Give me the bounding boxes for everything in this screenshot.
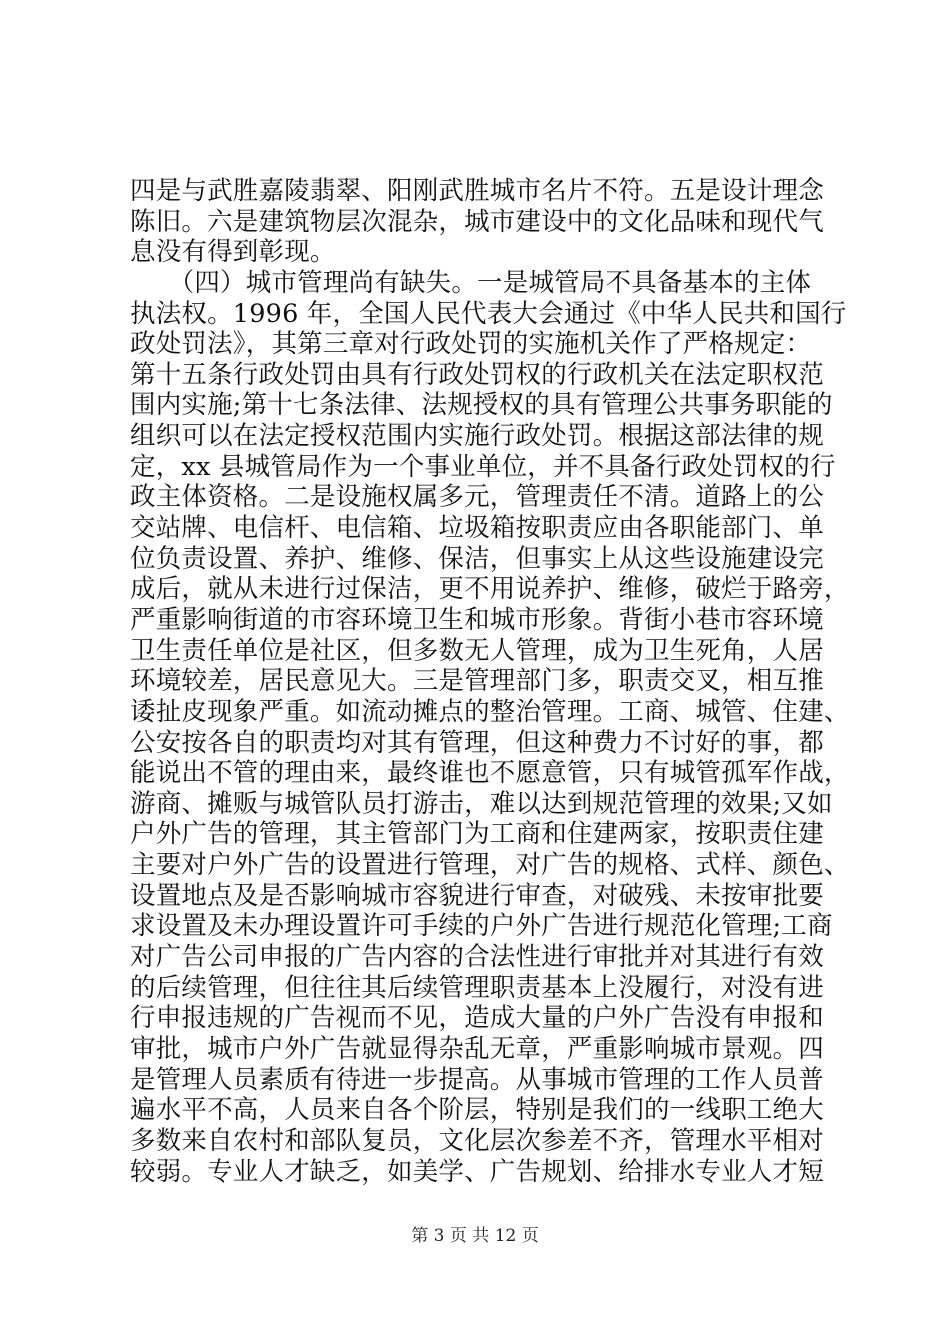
text-line: 求设置及未办理设置许可手续的户外广告进行规范化管理;工商 <box>130 911 833 942</box>
text-line: 组织可以在法定授权范围内实施行政处罚。根据这部法律的规 <box>130 421 824 452</box>
text-line: 户外广告的管理，其主管部门为工商和住建两家，按职责住建 <box>130 819 824 850</box>
text-line: 遍水平不高，人员来自各个阶层，特别是我们的一线职工绝大 <box>130 1095 824 1126</box>
text-line: 能说出不管的理由来，最终谁也不愿意管，只有城管孤军作战， <box>130 758 850 789</box>
text-line: 较弱。专业人才缺乏，如美学、广告规划、给排水专业人才短 <box>130 1156 824 1187</box>
text-line: 成后，就从未进行过保洁，更不用说养护、维修，破烂于路旁， <box>130 574 850 605</box>
text-line: 公安按各自的职责均对其有管理，但这种费力不讨好的事，都 <box>130 727 824 758</box>
text-line: 诿扯皮现象严重。如流动摊点的整治管理。工商、城管、住建、 <box>130 696 850 727</box>
text-line: （四）城市管理尚有缺失。一是城管局不具备基本的主体 <box>130 267 812 298</box>
text-line: 多数来自农村和部队复员，文化层次参差不齐，管理水平相对 <box>130 1125 824 1156</box>
document-body <box>130 176 850 1187</box>
text-line: 环境较差，居民意见大。三是管理部门多，职责交叉，相互推 <box>130 666 824 697</box>
text-line: 对广告公司申报的广告内容的合法性进行审批并对其进行有效 <box>130 942 824 973</box>
text-line: 严重影响街道的市容环境卫生和城市形象。背街小巷市容环境 <box>130 604 824 635</box>
text-line: 四是与武胜嘉陵翡翠、阳刚武胜城市名片不符。五是设计理念 <box>130 176 824 206</box>
page-number-label: 第 3 页 共 12 页 <box>411 1226 539 1246</box>
text-line: 执法权。1996 年，全国人民代表大会通过《中华人民共和国行 <box>130 298 847 329</box>
text-line: 卫生责任单位是社区，但多数无人管理，成为卫生死角，人居 <box>130 635 824 666</box>
text-line: 政主体资格。二是设施权属多元，管理责任不清。道路上的公 <box>130 482 824 513</box>
text-line: 围内实施;第十七条法律、法规授权的具有管理公共事务职能的 <box>130 390 833 421</box>
text-line: 游商、摊贩与城管队员打游击，难以达到规范管理的效果;又如 <box>130 788 833 819</box>
text-line: 第十五条行政处罚由具有行政处罚权的行政机关在法定职权范 <box>130 359 824 390</box>
text-line: 定，xx 县城管局作为一个事业单位，并不具备行政处罚权的行 <box>130 451 836 482</box>
text-line: 陈旧。六是建筑物层次混杂，城市建设中的文化品味和现代气 <box>130 206 824 237</box>
text-line: 是管理人员素质有待进一步提高。从事城市管理的工作人员普 <box>130 1064 824 1095</box>
page-footer <box>0 1226 950 1246</box>
text-line: 主要对户外广告的设置进行管理，对广告的规格、式样、颜色、 <box>130 850 850 881</box>
text-line: 的后续管理，但往往其后续管理职责基本上没履行，对没有进 <box>130 972 824 1003</box>
text-line: 审批，城市户外广告就显得杂乱无章，严重影响城市景观。四 <box>130 1033 824 1064</box>
text-line: 息没有得到彰现。 <box>130 237 336 268</box>
text-line: 行申报违规的广告视而不见，造成大量的户外广告没有申报和 <box>130 1003 824 1034</box>
text-line: 设置地点及是否影响城市容貌进行审查，对破残、未按审批要 <box>130 880 824 911</box>
text-line: 交站牌、电信杆、电信箱、垃圾箱按职责应由各职能部门、单 <box>130 513 824 544</box>
text-line: 位负责设置、养护、维修、保洁，但事实上从这些设施建设完 <box>130 543 824 574</box>
text-line: 政处罚法》，其第三章对行政处罚的实施机关作了严格规定： <box>130 329 812 360</box>
